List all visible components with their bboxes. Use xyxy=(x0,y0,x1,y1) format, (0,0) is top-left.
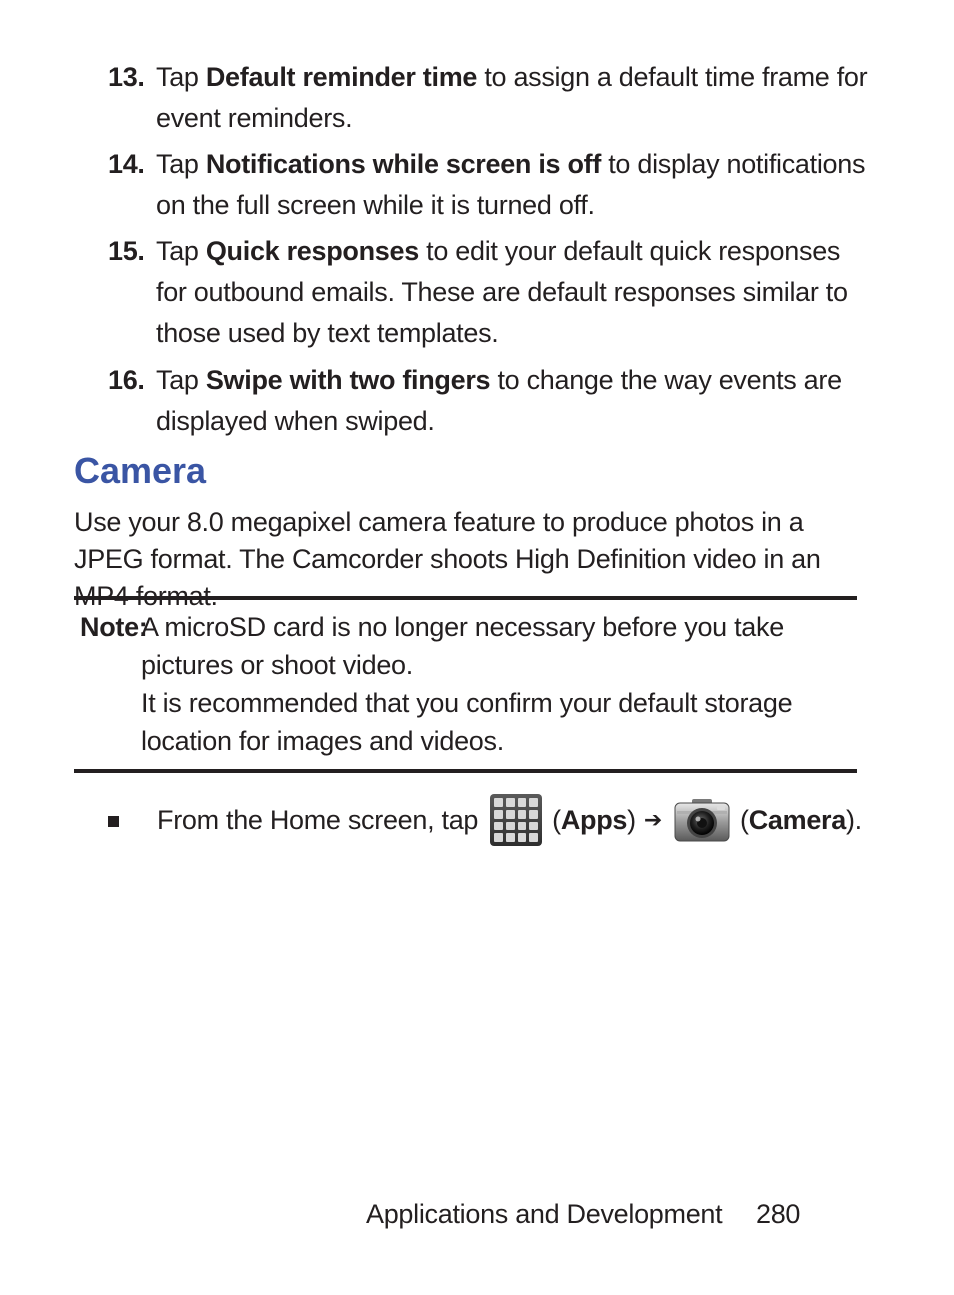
camera-app-icon xyxy=(674,797,730,843)
step-16 xyxy=(108,360,868,442)
step-option-name: Swipe with two fingers xyxy=(205,365,491,395)
step-option-name: Default reminder time xyxy=(205,62,478,92)
step-text xyxy=(156,57,868,139)
footer-page-number: 280 xyxy=(756,1199,801,1229)
step-number: 15. xyxy=(108,236,145,266)
step-text-post: to edit your default quick responses for outbound emails. These are default responses similar to those used by text templates. xyxy=(156,236,848,348)
step-text-pre: Tap xyxy=(156,149,206,179)
step-number: 16. xyxy=(108,365,145,395)
apps-label: Apps xyxy=(560,804,628,835)
section-intro: Use your 8.0 megapixel camera feature to produce photos in a JPEG format. The Camcorder shoots High Definition video in an xyxy=(74,507,821,574)
step-text-pre: Tap xyxy=(156,236,206,266)
note-top-rule xyxy=(74,596,857,600)
step-option-name: Notifications while screen is off xyxy=(205,149,602,179)
instruction-text: From the Home screen, tap xyxy=(157,804,479,835)
step-text-post: to display notifications on the full screen while it is turned off. xyxy=(156,149,866,220)
note-label: Note: xyxy=(80,612,148,642)
step-13 xyxy=(108,57,868,139)
step-text-post: to change the way events are displayed when swiped. xyxy=(156,365,842,436)
note-body xyxy=(141,608,860,760)
footer-section-name: Applications and Development xyxy=(366,1199,723,1229)
step-14 xyxy=(108,144,868,226)
section-heading: Camera xyxy=(74,450,207,491)
apps-open-paren: ( xyxy=(552,804,561,835)
step-text xyxy=(156,360,868,442)
step-text-pre: Tap xyxy=(156,365,206,395)
step-option-name: Quick responses xyxy=(205,236,419,266)
note-line: It is recommended that you confirm your default storage location for images and videos. xyxy=(141,688,793,756)
camera-close-paren: ). xyxy=(845,804,862,835)
bullet-marker xyxy=(108,816,119,827)
camera-open-paren: ( xyxy=(740,804,749,835)
step-text xyxy=(156,144,868,226)
step-number: 14. xyxy=(108,149,145,179)
step-text-pre: Tap xyxy=(156,62,206,92)
instruction-bullet xyxy=(108,792,862,848)
arrow-right-icon: ➔ xyxy=(643,807,662,833)
camera-label: Camera xyxy=(748,804,846,835)
step-number: 13. xyxy=(108,62,145,92)
step-text-post: to assign a default time frame for event reminders. xyxy=(156,62,868,133)
note-line: A microSD card is no longer necessary before you take pictures or shoot video. xyxy=(141,612,784,680)
step-15 xyxy=(108,231,868,354)
note-bottom-rule xyxy=(74,769,857,773)
apps-close-paren: ) xyxy=(627,804,636,835)
note-box xyxy=(80,608,860,760)
step-text xyxy=(156,231,868,354)
apps-grid-icon xyxy=(490,794,542,846)
